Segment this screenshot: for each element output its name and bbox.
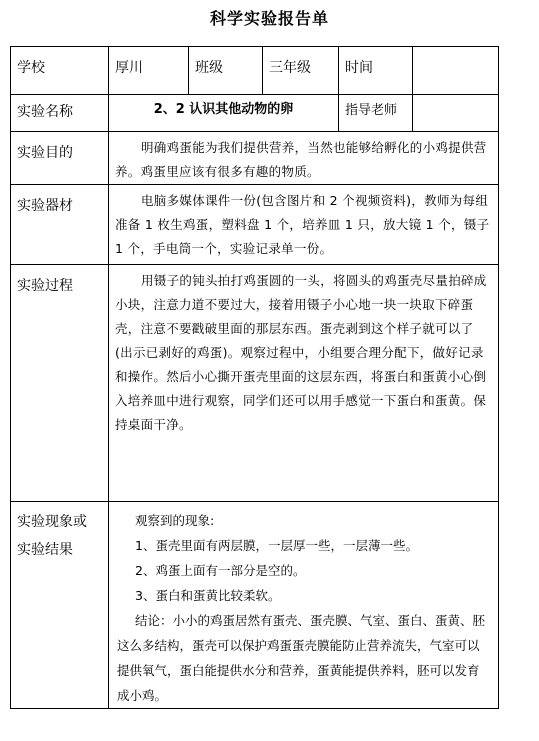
result-label-line1: 实验现象或 — [17, 514, 87, 530]
report-table — [10, 46, 499, 709]
purpose-label: 实验目的 — [11, 132, 109, 185]
result-label-line2: 实验结果 — [17, 542, 73, 558]
process-row — [11, 265, 499, 502]
purpose-text: 明确鸡蛋能为我们提供营养，当然也能够给孵化的小鸡提供营养。鸡蛋里应该有很多有趣的物质。 — [115, 140, 487, 179]
report-title: 科学实验报告单 — [209, 9, 329, 28]
materials-label: 实验器材 — [11, 185, 109, 265]
school-label: 学校 — [17, 60, 45, 76]
process-label: 实验过程 — [11, 265, 109, 502]
time-label: 时间 — [345, 60, 373, 76]
materials-text: 电脑多媒体课件一份(包含图片和 2 个视频资料)，教师为每组准备 1 枚生鸡蛋，塑料盘 1 个，培养皿 1 只，放大镜 1 个，镊子 1 个，手电筒一个，实验记录单一份。 — [115, 193, 490, 256]
school-value: 厚川 — [115, 60, 143, 76]
process-text: 用镊子的钝头拍打鸡蛋圆的一头，将圆头的鸡蛋壳尽量拍碎成小块，注意力道不要过大，接着用镊子小心地一块一块取下碎蛋壳，注意不要戳破里面的那层东西。蛋壳剥到这个样子就可以了(出示已剥好的鸡蛋)。观察过程中，小组要合理分配下，做好记录和操作。然后小心撕开蛋壳里面的这层东西，将蛋白和蛋黄小心倒入培养皿中进行观察，同学们还可以用手感觉一下蛋白和蛋黄。保持桌面干净。 — [115, 273, 487, 432]
observation-item-3: 3、蛋白和蛋黄比较柔软。 — [135, 588, 281, 603]
teacher-value — [413, 95, 499, 132]
class-value: 三年级 — [269, 60, 311, 76]
experiment-name-value: 2、2 认识其他动物的卵 — [109, 95, 339, 132]
observed-heading: 观察到的现象: — [135, 513, 215, 528]
conclusion-text: 结论：小小的鸡蛋居然有蛋壳、蛋壳膜、气室、蛋白、蛋黄、胚这么多结构，蛋壳可以保护鸡蛋蛋壳膜能防止营养流失，气室可以提供氧气，蛋白能提供水分和营养，蛋黄能提供养料，胚可以发育成小鸡。 — [117, 613, 486, 703]
time-value — [413, 47, 498, 57]
experiment-name-row — [11, 95, 499, 132]
observation-item-2: 2、鸡蛋上面有一部分是空的。 — [135, 563, 306, 578]
observation-item-1: 1、蛋壳里面有两层膜，一层厚一些，一层薄一些。 — [135, 538, 418, 553]
experiment-name-label: 实验名称 — [11, 95, 109, 132]
class-label: 班级 — [195, 60, 223, 76]
result-row — [11, 502, 499, 709]
header-row — [11, 47, 499, 95]
materials-row — [11, 185, 499, 265]
purpose-row — [11, 132, 499, 185]
teacher-label: 指导老师 — [339, 95, 413, 132]
